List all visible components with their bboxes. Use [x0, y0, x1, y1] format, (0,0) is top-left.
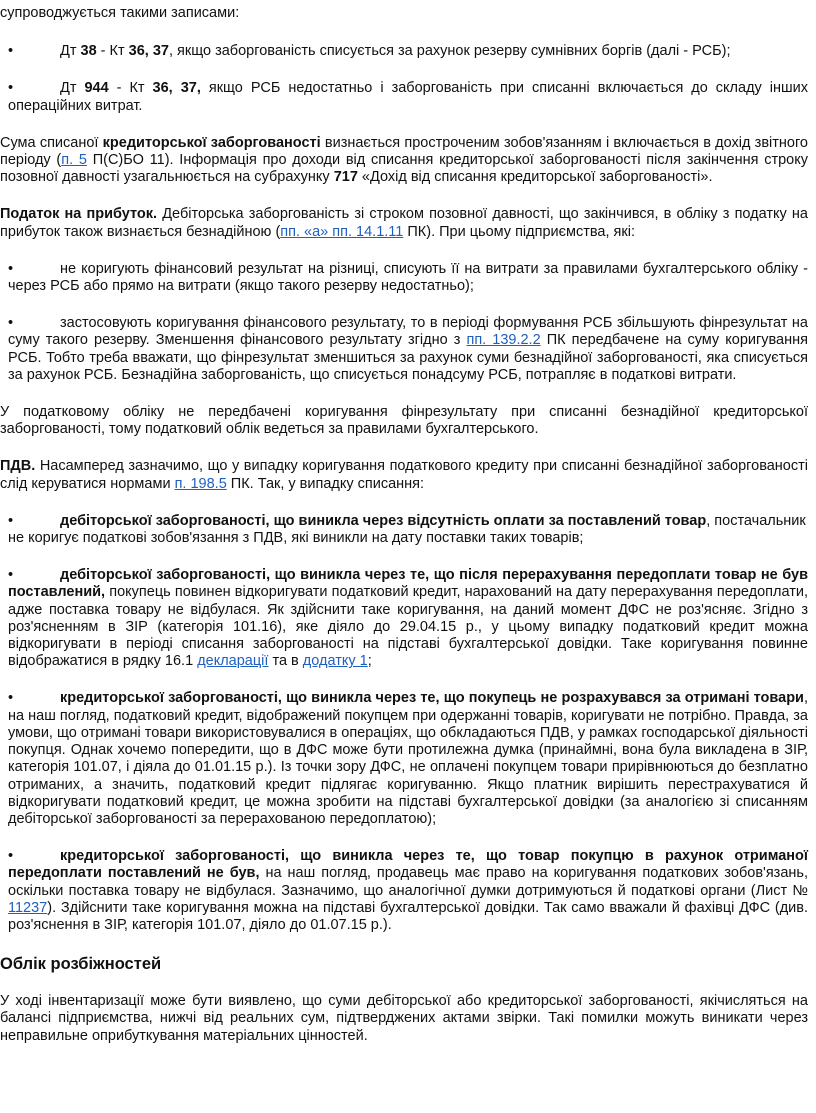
inventory-paragraph — [0, 993, 808, 1045]
link-pp-14-1-11[interactable]: пп. «а» пп. 14.1.11 — [280, 223, 404, 240]
text: У податковому обліку не передбачені коригування фінрезультату при списанні безнадійної кредиторської заборгованості, тому податковий облік ведеться за правилами бухгалтерського. — [0, 404, 808, 438]
intro-paragraph — [0, 5, 808, 22]
text: , постачальник не коригує податкові зобов'язання з ПДВ, які виникли на дату поставки таких товарів; — [8, 512, 806, 547]
text: , якщо заборгованість списується за рахунок резерву сумнівних боргів (далі - РСБ); — [168, 43, 731, 60]
text: якщо РСБ недостатньо і заборгованість при списанні включається до складу інших операційних витрат. — [8, 80, 808, 114]
profit-tax-paragraph — [0, 206, 808, 240]
bullet-creditor-unpaid — [0, 690, 808, 828]
text: Дебіторська заборгованість зі строком позовної давності, що закінчився, в обліку з податку на прибуток також визнається безнадійною ( — [0, 206, 808, 240]
link-letter-11237[interactable]: 11237 — [8, 899, 48, 916]
section-lead: Податок на прибуток. — [0, 206, 158, 223]
bold-term: дебіторської заборгованості, що виникла через відсутність оплати за поставлений товар — [60, 512, 707, 529]
text: ; — [367, 653, 372, 670]
text: - Кт — [96, 43, 129, 60]
bullet-icon: • — [8, 567, 14, 584]
text: не коригують фінансовий результат на різниці, списують її на витрати за правилами бухгалтерського обліку - через РСБ або прямо на витрати (якщо такого резерву недостатньо); — [8, 260, 808, 295]
text: , на наш погляд, податковий кредит, відображений покупцем при одержанні товарів, коригувати не потрібно. Правда, за умови, що отримані товари використовувалися в операціях, що обкладаються ПДВ, у рамках господарської діяльності покупця. Однак хочемо попередити, що в ДФС може бути протилежна думка (принаймні, вона була викладена в ЗІР, категорія 101.07, і діяла до 01.01.15 р.). Із точки зору ДФС, не оплачені покупцем товари прирівнюються до безплатно отриманих, а значить, податковий кредит підлягає коригуванню. Якщо платник вирішить перестрахуватися й відкоригувати податковий кредит, це можна зробити на підставі бухгалтерської довідки (за аналогією зі списанням дебіторської заборгованості за перерахованою передоплатою); — [8, 690, 808, 827]
text: застосовують коригування фінансового результату, то в періоді формування РСБ збільшують фінрезультат на суму такого резерву. Зменшення фінансового результату згідно з — [8, 315, 808, 349]
text: ПК передбачене на суму коригування РСБ. Тобто треба вважати, що фінрезультат зменшиться за рахунок суми безнадійної заборгованості, яка списується за рахунок РСБ. Безнадійна заборгованість, що списується понадсуму РСБ, потрапляє в податкові витрати. — [8, 332, 808, 383]
text: Дт — [60, 43, 81, 60]
creditor-paragraph — [0, 135, 808, 187]
text: на наш погляд, продавець має право на коригування податкових зобов'язань, оскільки поставка товару не відбулася. Зазначимо, що аналогічної думки дотримуються й податкові органи (Лист № — [8, 865, 808, 899]
link-pp-139-2-2[interactable]: пп. 139.2.2 — [466, 332, 541, 349]
text: Дт — [60, 80, 85, 97]
text: У ході інвентаризації може бути виявлено, що суми дебіторської або кредиторської заборгованості, якічисляться на балансі підприємства, нижчі від реальних сум, підтверджених актами звірки. Такі помилки можуть виникати через неправильне оприбуткування матеріальних цінностей. — [0, 993, 808, 1044]
bullet-icon: • — [8, 690, 14, 707]
section-lead: ПДВ. — [0, 458, 36, 475]
bold-term: кредиторської заборгованості — [102, 134, 321, 151]
vat-paragraph — [0, 458, 808, 492]
bullet-icon: • — [8, 315, 14, 332]
bullet-debtor-prepayment — [0, 567, 808, 670]
text: ПК). При цьому підприємства, які: — [403, 223, 635, 240]
bullet-adjust — [0, 315, 808, 384]
text: покупець повинен відкоригувати податковий кредит, нарахований на дату перерахування передоплати, адже поставка товару не відбулася. Як здійснити таке коригування, на даний момент ДФС не роз'ясняє. Згідно з роз'ясненням в ЗІР (категорія 101.16), яке діяло до 29.04.15 р., у цьому випадку податковий кредит можна відкоригувати в періоді списання заборгованості на підставі бухгалтерської довідки. Таке коригування повинне відображатися в рядку 16.1 — [8, 584, 808, 670]
bold-term: дебіторської заборгованості, що виникла через те, що після перерахування передоплати товар не був поставлений, — [8, 567, 808, 601]
account-number: 38 — [80, 43, 97, 60]
bullet-icon: • — [8, 848, 14, 865]
link-declaration[interactable]: декларації — [197, 653, 269, 670]
bullet-icon: • — [8, 512, 14, 529]
link-appendix-1[interactable]: додатку 1 — [302, 653, 368, 670]
text: П(С)БО 11). Інформація про доходи від списання кредиторської заборгованості після закінчення строку позовної давності узагальнюється на субрахунку — [0, 152, 808, 186]
bullet-icon: • — [8, 260, 14, 277]
bullet-debtor-no-payment — [0, 513, 808, 547]
bullet-icon: • — [8, 43, 14, 60]
account-number: 717 — [333, 169, 358, 186]
link-p-198-5[interactable]: п. 198.5 — [174, 475, 227, 492]
tax-accounting-paragraph — [0, 404, 808, 438]
bold-term: кредиторської заборгованості, що виникла через те, що товар покупцю в рахунок отриманої передоплати поставлений не був, — [8, 848, 808, 882]
text: та в — [268, 653, 303, 670]
text: ПК. Так, у випадку списання: — [226, 475, 425, 492]
bullet-entry-38 — [0, 43, 808, 60]
account-number: 36, 37 — [128, 43, 169, 60]
account-number: 36, 37, — [152, 80, 201, 97]
text: «Дохід від списання кредиторської заборгованості». — [357, 169, 713, 186]
bold-term: кредиторської заборгованості, що виникла через те, що покупець не розрахувався за отримані товари — [60, 690, 804, 707]
bullet-creditor-prepayment — [0, 848, 808, 934]
section-heading: Облік розбіжностей — [0, 955, 162, 974]
text: ). Здійснити таке коригування можна на підставі бухгалтерської довідки. Так само вважали й фахівці ДФС (див. роз'яснення в ЗІР, категорія 101.07, діяло до 01.07.15 р.). — [8, 899, 808, 933]
text: Сума списаної — [0, 134, 103, 151]
link-p5[interactable]: п. 5 — [61, 152, 87, 169]
text: Насамперед зазначимо, що у випадку коригування податкового кредиту при списанні безнадійної заборгованості слід керуватися нормами — [0, 458, 808, 492]
account-number: 944 — [84, 80, 109, 97]
text: - Кт — [108, 80, 153, 97]
bullet-entry-944 — [0, 80, 808, 114]
bullet-icon: • — [8, 80, 14, 97]
text: визнається простроченим зобов'язанням і включається в дохід звітного періоду ( — [0, 134, 808, 169]
intro-text: супроводжується такими записами: — [0, 5, 240, 21]
bullet-no-adjust — [0, 261, 808, 295]
